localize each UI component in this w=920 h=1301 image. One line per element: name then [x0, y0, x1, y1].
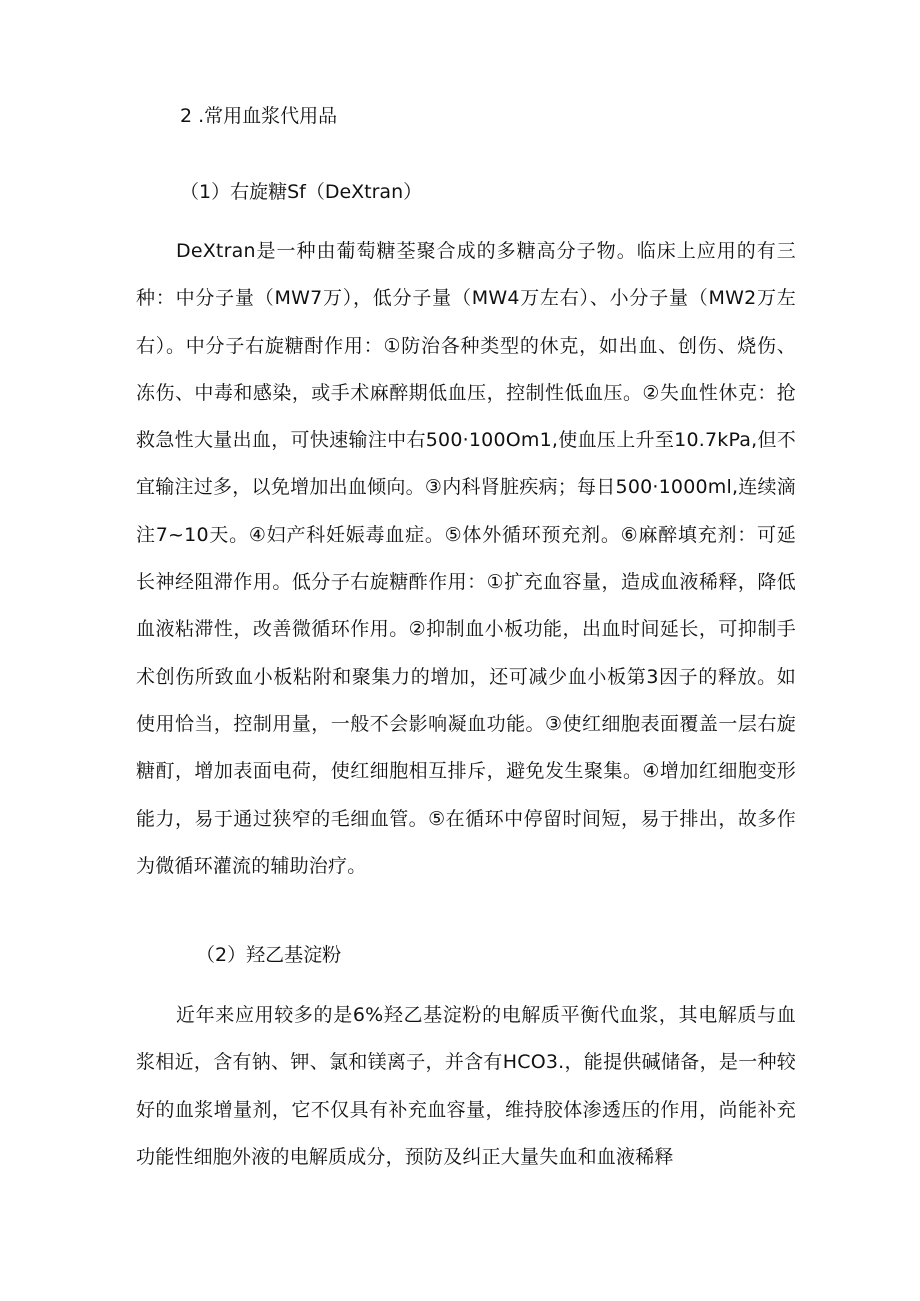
subsection-heading-hydroxyethyl-starch: （2）羟乙基淀粉	[196, 944, 342, 966]
subsection-heading-dextran: （1）右旋糖Sf（DeXtran）	[180, 181, 423, 203]
section-heading: 2 .常用血浆代用品	[180, 105, 338, 127]
paragraph-dextran: DeXtran是一种由葡萄糖荃聚合成的多糖高分子物。临床上应用的有三种：中分子量（MW7万），低分子量（MW4万左右）、小分子量（MW2万左右）。中分子右旋糖酎作用：①防治各种类型的休克，如出血、创伤、烧伤、冻伤、中毒和感染，或手术麻醉期低血压，控制性低血压。②失血性休克：抢救急性大量出血，可快速输注中右500·100Om1,使血压上升至10.7kPa,但不宜输注过多，以免增加出血倾向。③内科肾脏疾病；每日500·1000ml,连续滴注7~10天。④妇产科妊娠毒血症。⑤体外循环预充剂。⑥麻醉填充剂：可延长神经阻滞作用。低分子右旋糖酢作用：①扩充血容量，造成血液稀释，降低血液粘滞性，改善微循环作用。②抑制血小板功能，出血时间延长，可抑制手术创伤所致血小板粘附和聚集力的增加，还可减少血小板第3因子的释放。如使用恰当，控制用量，一般不会影响凝血功能。③使红细胞表面覆盖一层右旋糖酊，增加表面电荷，使红细胞相互排斥，避免发生聚集。④增加红细胞变形能力，易于通过狭窄的毛细血管。⑤在循环中停留时间短，易于排出，故多作为微循环灌流的辅助治疗。	[136, 240, 796, 877]
paragraph-hydroxyethyl-starch: 近年来应用较多的是6%羟乙基淀粉的电解质平衡代血浆，其电解质与血浆相近，含有钠、钾、氯和镁离子，并含有HCO3.，能提供碱储备，是一种较好的血浆增量剂，它不仅具有补充血容量，维持胶体渗透压的作用，尚能补充功能性细胞外液的电解质成分，预防及纠正大量失血和血液稀释	[136, 1004, 796, 1168]
